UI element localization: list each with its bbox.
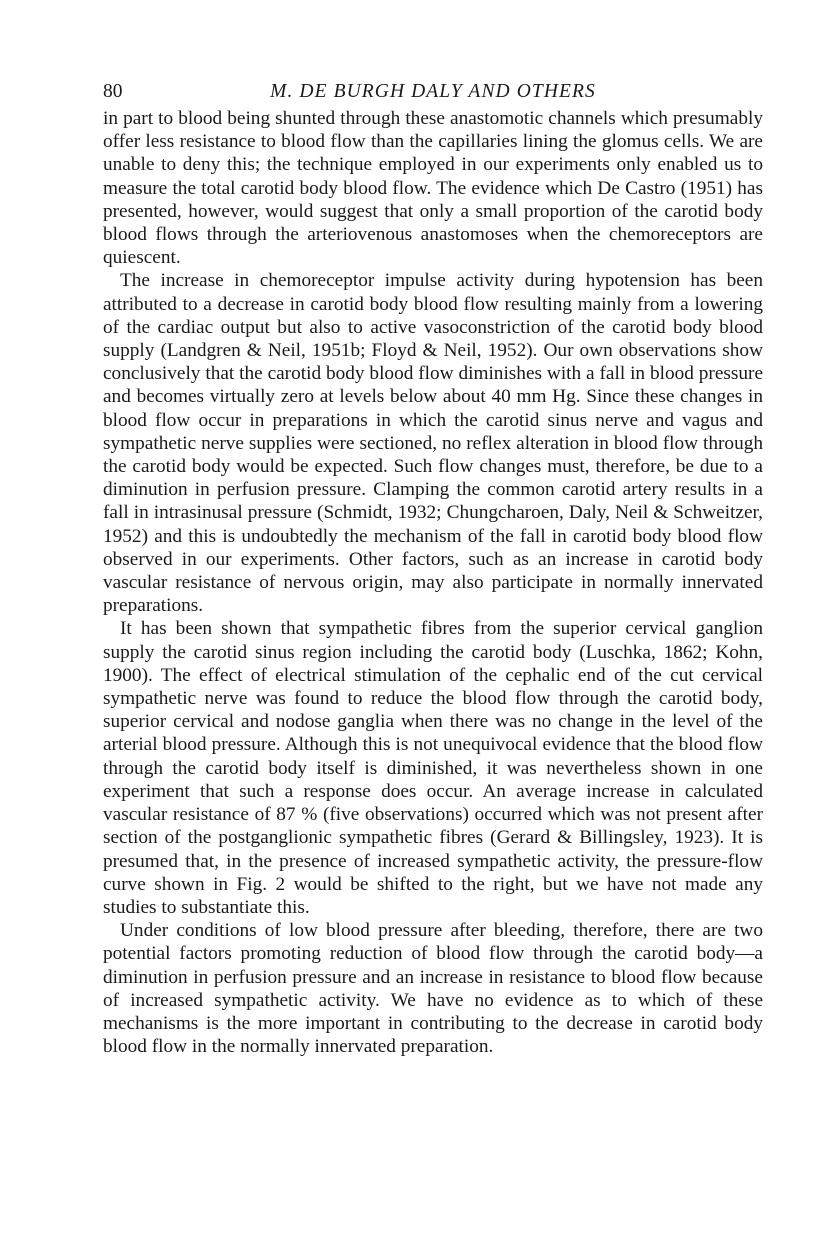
- paragraph-sympathetic-fibres: It has been shown that sympathetic fibres from the superior cervical ganglion supply the carotid sinus region including the carotid body (Luschka, 1862; Kohn, 1900). The effect of electrical stimulation of the cephalic end of the cut cervical sympathetic nerve was found to reduce the blood flow through the carotid body, superior cervical and nodose ganglia when there was no change in the level of the arterial blood pressure. Although this is not unequivocal evidence that the blood flow through the carotid body itself is diminished, it was nevertheless shown in one experiment that such a response does occur. An average increase in calculated vascular resistance of 87 % (five observations) occurred which was not present after section of the postganglionic sympathetic fibres (Gerard & Billingsley, 1923). It is presumed that, in the presence of increased sympathetic activity, the pressure-flow curve shown in Fig. 2 would be shifted to the right, but we have not made any studies to substantiate this.: [103, 618, 763, 918]
- journal-page: [103, 78, 763, 1058]
- paragraph-continued: in part to blood being shunted through these anastomotic channels which presumably offer less resistance to blood flow than the capillaries lining the glomus cells. We are unable to deny this; the technique employed in our experiments only enabled us to measure the total carotid body blood flow. The evidence which De Castro (1951) has presented, however, would suggest that only a small proportion of the carotid body blood flows through the arteriovenous anastomoses when the chemoreceptors are quiescent.: [103, 108, 763, 269]
- page-header: [103, 78, 763, 106]
- paragraph-low-blood-pressure: Under conditions of low blood pressure after bleeding, therefore, there are two potential factors promoting reduction of blood flow through the carotid body—a diminution in perfusion pressure and an increase in resistance to blood flow because of increased sympathetic activity. We have no evidence as to which of these mechanisms is the more important in contributing to the decrease in carotid body blood flow in the normally innervated preparation.: [103, 920, 763, 1058]
- paragraph-chemoreceptor-hypotension: The increase in chemoreceptor impulse activity during hypotension has been attributed to a decrease in carotid body blood flow resulting mainly from a lowering of the cardiac output but also to active vasoconstriction of the carotid body blood supply (Landgren & Neil, 1951b; Floyd & Neil, 1952). Our own observations show conclusively that the carotid body blood flow diminishes with a fall in blood pressure and becomes virtually zero at levels below about 40 mm Hg. Since these changes in blood flow occur in preparations in which the carotid sinus nerve and vagus and sympathetic nerve supplies were sectioned, no reflex alteration in blood flow through the carotid body would be expected. Such flow changes must, therefore, be due to a diminution in perfusion pressure. Clamping the common carotid artery results in a fall in intrasinusal pressure (Schmidt, 1932; Chungcharoen, Daly, Neil & Schweitzer, 1952) and this is undoubtedly the mechanism of the fall in carotid body blood flow observed in our experiments. Other factors, such as an increase in carotid body vascular resistance of nervous origin, may also participate in normally innervated preparations.: [103, 270, 763, 617]
- running-head: M. DE BURGH DALY AND OTHERS: [270, 81, 596, 102]
- body-text: [103, 107, 763, 1058]
- page-number: 80: [103, 81, 123, 102]
